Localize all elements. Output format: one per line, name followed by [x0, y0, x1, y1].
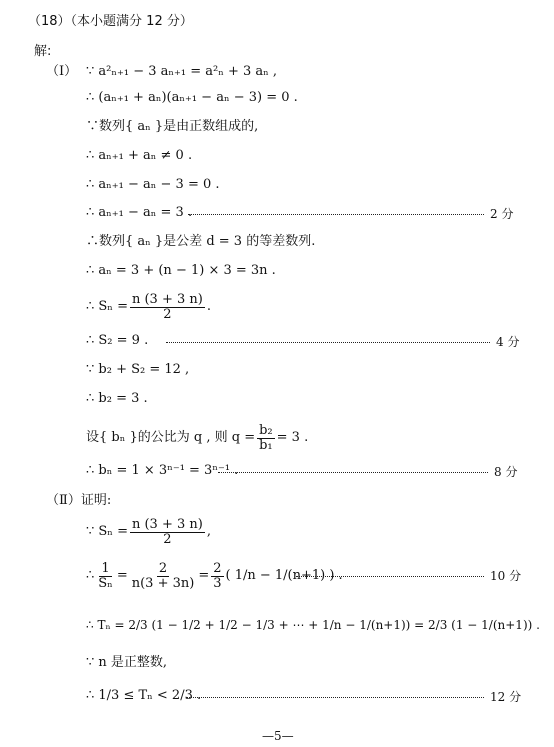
dotted-leader-2	[188, 214, 484, 215]
sn-restate-denominator: 2	[163, 531, 172, 547]
score-4: 4 分	[496, 335, 520, 349]
part1-line8: ∴ aₙ = 3 + (n − 1) × 3 = 3n .	[86, 263, 276, 278]
sn-formula-suffix: .	[206, 299, 211, 314]
reciprocal-prefix: ∴	[86, 568, 95, 583]
dotted-leader-8	[218, 472, 488, 473]
dotted-leader-10	[296, 576, 484, 577]
solve-label: 解:	[34, 44, 52, 59]
two-thirds-denominator: 3	[213, 575, 222, 591]
telescoping-term: ( 1/n − 1/(n+1) ) .	[225, 568, 343, 583]
score-12: 12 分	[490, 690, 522, 704]
part1-line3: ∵数列{ aₙ }是由正数组成的,	[86, 119, 259, 134]
part1-label: （Ⅰ）	[46, 64, 78, 79]
two-over-sn-numerator: 2	[158, 560, 168, 576]
page-number: —5—	[262, 729, 294, 743]
score-8: 8 分	[494, 465, 518, 479]
sn-restate-prefix: ∵ Sₙ =	[86, 524, 128, 539]
part1-line10: ∴ S₂ = 9 .	[86, 333, 149, 348]
part1-line11: ∵ b₂ + S₂ = 12 ,	[86, 362, 190, 377]
score-2: 2 分	[490, 207, 514, 221]
dotted-leader-4	[166, 342, 490, 343]
two-over-sn-denominator: n(3 + 3n)	[131, 575, 195, 591]
sn-restate-suffix: ,	[206, 524, 211, 539]
sn-formula-prefix: ∴ Sₙ =	[86, 299, 128, 314]
part1-line7: ∴数列{ aₙ }是公差 d = 3 的等差数列.	[86, 234, 316, 249]
two-over-sn-fraction	[130, 562, 197, 591]
reciprocal-eq: =	[116, 568, 128, 583]
part2-line4: ∵ n 是正整数,	[86, 655, 168, 670]
part1-line4: ∴ aₙ₊₁ + aₙ ≠ 0 .	[86, 148, 193, 163]
ratio-suffix: = 3 .	[276, 430, 309, 445]
sn-restate-numerator: n (3 + 3 n)	[131, 516, 203, 532]
reciprocal-denominator: Sₙ	[98, 575, 113, 591]
part1-line5: ∴ aₙ₊₁ − aₙ − 3 = 0 .	[86, 177, 220, 192]
two-thirds-numerator: 2	[213, 560, 222, 576]
ratio-denominator: b₁	[259, 437, 273, 453]
sn-fraction-numerator: n (3 + 3 n)	[131, 291, 203, 307]
part2-line1	[86, 516, 211, 548]
reciprocal-mid-eq: =	[198, 568, 210, 583]
sn-fraction	[130, 293, 205, 322]
part1-line6: ∴ aₙ₊₁ − aₙ = 3 .	[86, 205, 193, 220]
part1-line9	[86, 291, 211, 323]
part2-line3: ∴ Tₙ = 2/3 (1 − 1/2 + 1/2 − 1/3 + ⋯ + 1/n − 1/(n+1)) = 2/3 (1 − 1/(n+1)) .	[86, 618, 540, 632]
reciprocal-numerator: 1	[101, 560, 110, 576]
part1-line1: ∵ a²ₙ₊₁ − 3 aₙ₊₁ = a²ₙ + 3 aₙ ,	[86, 64, 278, 79]
part2-line5: ∴ 1/3 ≤ Tₙ < 2/3 .	[86, 688, 202, 703]
part2-label: （Ⅱ）证明:	[46, 493, 112, 508]
part1-line14: ∴ bₙ = 1 × 3ⁿ⁻¹ = 3ⁿ⁻¹ .	[86, 463, 239, 478]
part1-line2: ∴ (aₙ₊₁ + aₙ)(aₙ₊₁ − aₙ − 3) = 0 .	[86, 90, 298, 105]
part1-line12: ∴ b₂ = 3 .	[86, 391, 148, 406]
score-10: 10 分	[490, 569, 522, 583]
ratio-prefix: 设{ bₙ }的公比为 q , 则 q =	[86, 430, 256, 445]
ratio-numerator: b₂	[259, 422, 273, 438]
sn-restate-fraction	[130, 518, 205, 547]
problem-header: （18）（本小题满分 12 分）	[28, 14, 193, 29]
two-thirds-fraction	[211, 562, 223, 591]
reciprocal-fraction	[96, 562, 115, 591]
ratio-fraction	[257, 424, 275, 453]
sn-fraction-denominator: 2	[163, 306, 172, 322]
part1-line13	[86, 422, 308, 454]
dotted-leader-12	[186, 697, 484, 698]
